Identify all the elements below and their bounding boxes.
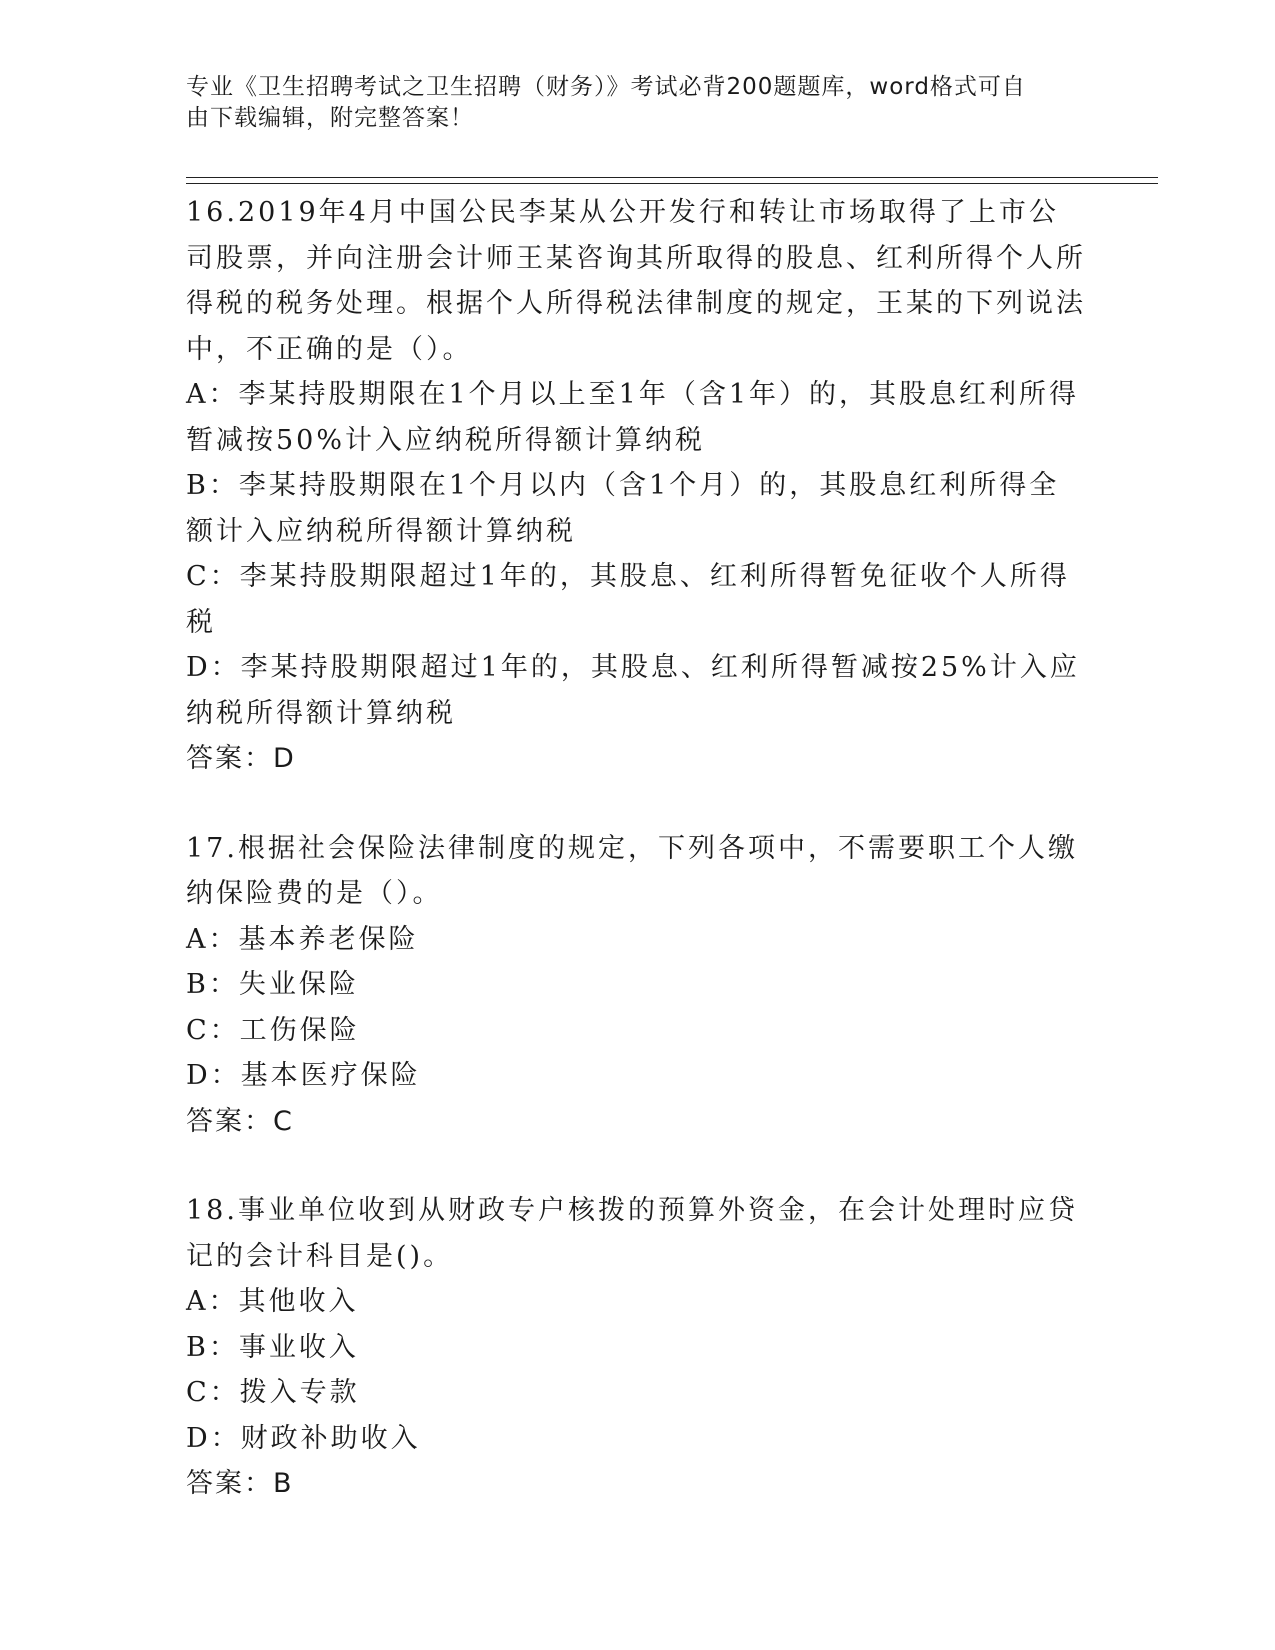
question-17 bbox=[186, 826, 1086, 1145]
option-a: A：基本养老保险 bbox=[186, 923, 419, 955]
option-c: C：拨入专款 bbox=[186, 1377, 360, 1408]
answer-line: 答案：D bbox=[186, 743, 296, 774]
question-18 bbox=[186, 1188, 1086, 1507]
option-c: C：李某持股期限超过1年的，其股息、红利所得暂免征收个人所得税 bbox=[186, 561, 1070, 638]
header-line-2: 由下载编辑，附完整答案！ bbox=[186, 105, 474, 131]
answer-line: 答案：C bbox=[186, 1105, 294, 1137]
option-a: A：其他收入 bbox=[186, 1286, 359, 1317]
question-16 bbox=[186, 190, 1086, 782]
question-text: 17.根据社会保险法律制度的规定，下列各项中，不需要职工个人缴纳保险费的是（）。 bbox=[186, 832, 1078, 909]
option-c: C：工伤保险 bbox=[186, 1014, 360, 1046]
question-list bbox=[186, 190, 1086, 1551]
answer-line: 答案：B bbox=[186, 1468, 294, 1499]
document-header bbox=[186, 72, 1066, 134]
header-divider-top bbox=[186, 177, 1158, 178]
option-b: B：事业收入 bbox=[186, 1331, 359, 1363]
option-a: A：李某持股期限在1个月以上至1年（含1年）的，其股息红利所得暂减按50%计入应纳税所得额计算纳税 bbox=[186, 379, 1080, 456]
question-text: 18.事业单位收到从财政专户核拨的预算外资金，在会计处理时应贷记的会计科目是()。 bbox=[186, 1195, 1078, 1272]
option-b: B：失业保险 bbox=[186, 969, 359, 1000]
option-d: D：财政补助收入 bbox=[186, 1422, 421, 1454]
option-d: D：李某持股期限超过1年的，其股息、红利所得暂减按25%计入应纳税所得额计算纳税 bbox=[186, 652, 1080, 729]
header-divider-bottom bbox=[186, 183, 1158, 184]
option-d: D：基本医疗保险 bbox=[186, 1060, 421, 1091]
header-line-1: 专业《卫生招聘考试之卫生招聘（财务）》考试必背200题题库，word格式可自 bbox=[186, 74, 1026, 100]
question-text: 16.2019年4月中国公民李某从公开发行和转让市场取得了上市公司股票，并向注册会计师王某咨询其所取得的股息、红利所得个人所得税的税务处理。根据个人所得税法律制度的规定，王某的下列说法中，不正确的是（）。 bbox=[186, 197, 1086, 365]
option-b: B：李某持股期限在1个月以内（含1个月）的，其股息红利所得全额计入应纳税所得额计算纳税 bbox=[186, 470, 1060, 547]
